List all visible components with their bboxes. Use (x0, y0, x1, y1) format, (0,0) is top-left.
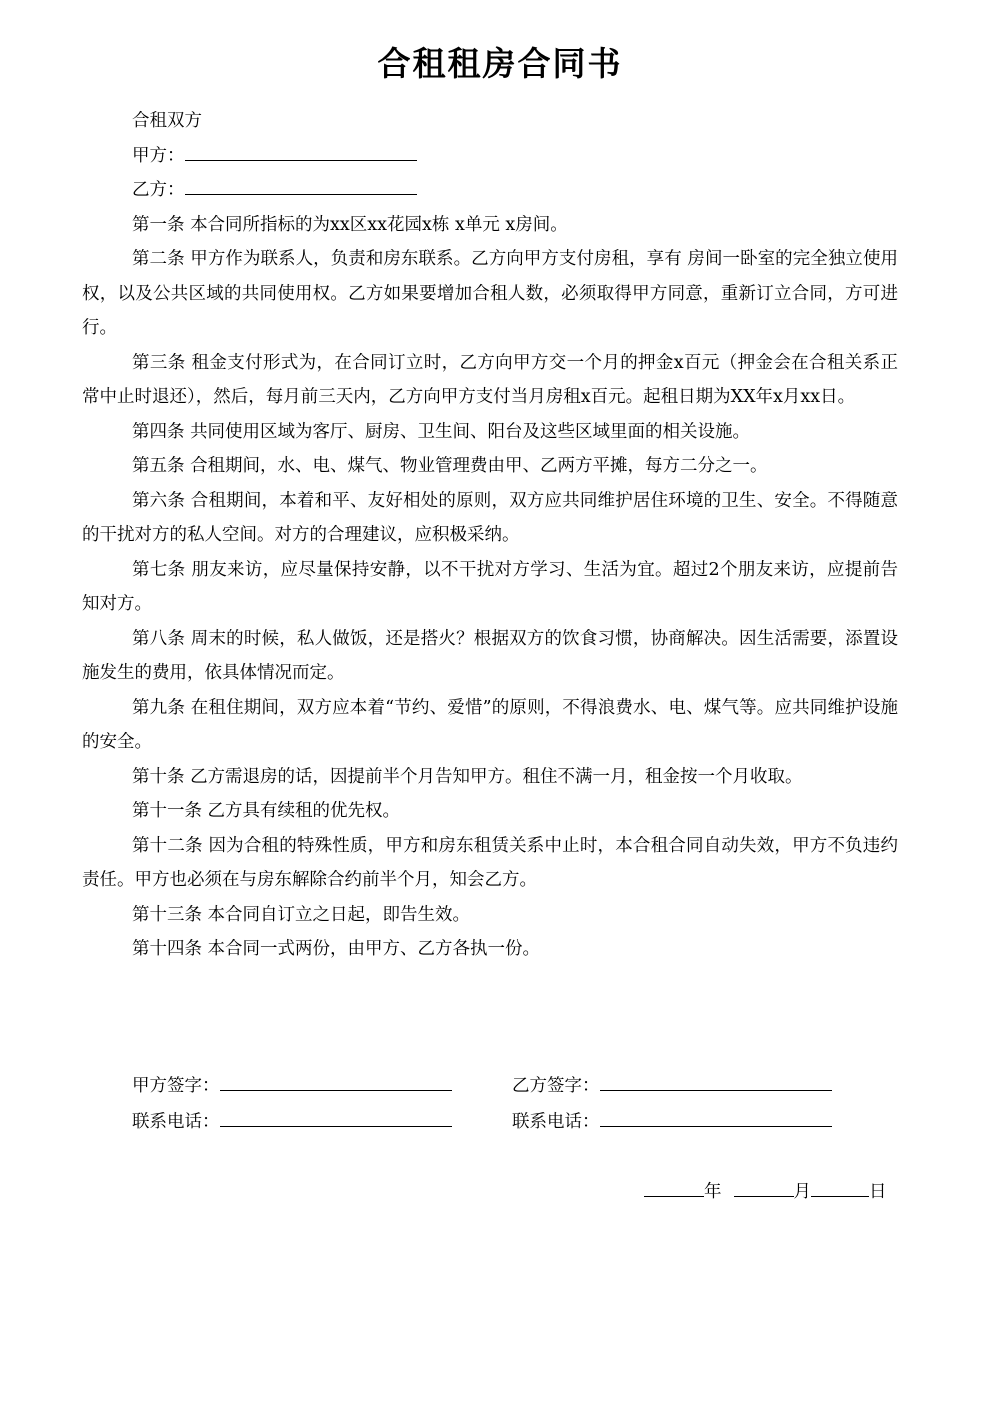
clause-4: 第四条 共同使用区域为客厅、厨房、卫生间、阳台及这些区域里面的相关设施。 (132, 421, 751, 442)
party-b-sign-label: 乙方签字： (512, 1076, 600, 1096)
clause-12: 第十二条 因为合租的特殊性质，甲方和房东租赁关系中止时，本合租合同自动失效，甲方不负违约责任。甲方也必须在与房东解除合约前半个月，知会乙方。 (82, 835, 898, 890)
party-b-name-field[interactable] (185, 174, 417, 195)
year-field[interactable] (644, 1176, 704, 1197)
party-b-label: 乙方： (132, 180, 185, 200)
party-b-signature (512, 1068, 892, 1104)
signature-block (132, 1068, 892, 1140)
month-field[interactable] (734, 1176, 794, 1197)
party-a-name-field[interactable] (185, 140, 417, 161)
party-b-phone-field[interactable] (600, 1106, 832, 1127)
day-label: 日 (869, 1182, 887, 1202)
phone-row (132, 1104, 892, 1140)
clause-8: 第八条 周末的时候，私人做饭，还是搭火？根据双方的饮食习惯，协商解决。因生活需要，添置设施发生的费用，依具体情况而定。 (82, 628, 898, 683)
month-label: 月 (793, 1182, 811, 1202)
clause-5: 第五条 合租期间，水、电、煤气、物业管理费由甲、乙两方平摊，每方二分之一。 (132, 456, 768, 476)
party-a-signature (132, 1068, 512, 1104)
clause-3: 第三条 租金支付形式为，在合同订立时，乙方向甲方交一个月的押金x百元（押金会在合租关系正常中止时退还），然后，每月前三天内，乙方向甲方支付当月房租x百元。起租日期为XX年x月xx日。 (82, 352, 898, 407)
party-b-line (82, 173, 898, 208)
document-title: 合租租房合同书 (377, 44, 623, 83)
party-a-line (82, 139, 898, 174)
clause-11: 第十一条 乙方具有续租的优先权。 (132, 801, 401, 821)
party-a-sign-field[interactable] (220, 1070, 452, 1091)
clause-7: 第七条 朋友来访，应尽量保持安静，以不干扰对方学习、生活为宜。超过2个朋友来访，应提前告知对方。 (82, 559, 898, 614)
parties-heading: 合租双方 (132, 111, 202, 131)
date-line (644, 1176, 904, 1207)
contract-body (82, 104, 898, 967)
day-field[interactable] (811, 1176, 869, 1197)
party-a-phone-label: 联系电话： (132, 1112, 220, 1132)
clause-6: 第六条 合租期间，本着和平、友好相处的原则，双方应共同维护居住环境的卫生、安全。不得随意的干扰对方的私人空间。对方的合理建议，应积极采纳。 (82, 490, 898, 545)
clause-1: 第一条 本合同所指标的为xx区xx花园x栋 x单元 x房间。 (132, 214, 568, 235)
clause-14: 第十四条 本合同一式两份，由甲方、乙方各执一份。 (132, 939, 541, 959)
party-a-phone (132, 1104, 512, 1140)
year-label: 年 (704, 1182, 722, 1202)
clause-13: 第十三条 本合同自订立之日起，即告生效。 (132, 904, 471, 925)
party-a-label: 甲方： (132, 145, 185, 166)
party-b-phone-label: 联系电话： (512, 1112, 600, 1132)
clause-2: 第二条 甲方作为联系人，负责和房东联系。乙方向甲方支付房租，享有 房间一卧室的完全独立使用权，以及公共区域的共同使用权。乙方如果要增加合租人数，必须取得甲方同意，重新订立合同，方可进行。 (82, 249, 898, 338)
clause-9: 第九条 在租住期间，双方应本着“节约、爱惜”的原则，不得浪费水、电、煤气等。应共同维护设施的安全。 (82, 697, 898, 752)
clause-10: 第十条 乙方需退房的话，因提前半个月告知甲方。租住不满一月，租金按一个月收取。 (132, 766, 803, 787)
party-b-sign-field[interactable] (600, 1070, 832, 1091)
signature-row (132, 1068, 892, 1104)
party-a-phone-field[interactable] (220, 1106, 452, 1127)
party-a-sign-label: 甲方签字： (132, 1076, 220, 1096)
party-b-phone (512, 1104, 892, 1140)
